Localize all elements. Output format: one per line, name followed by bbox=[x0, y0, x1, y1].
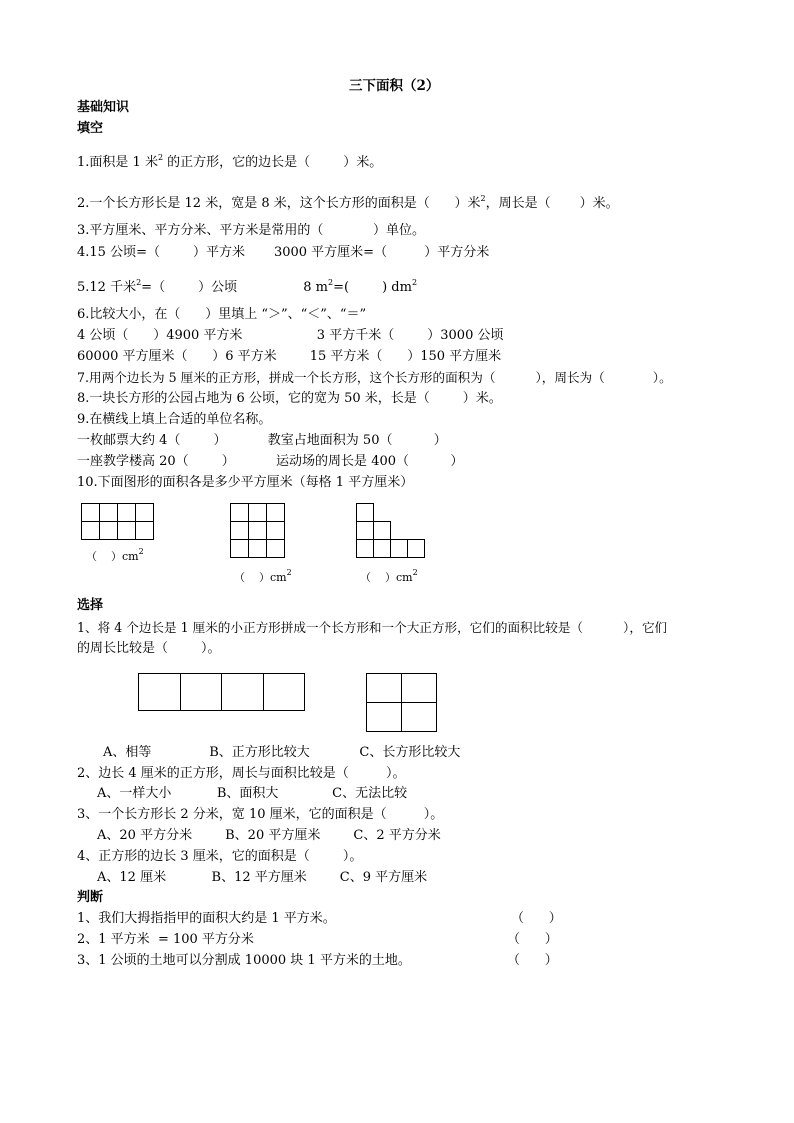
choice-3: 3、一个长方形长 2 分米，宽 10 厘米，它的面积是（ ）。 bbox=[77, 807, 444, 822]
question-7: 7.用两个边长为 5 厘米的正方形，拼成一个长方形，这个长方形的面积为（ ），周长为（ ）。 bbox=[77, 370, 672, 385]
q1-text-a: 1.面积是 1 米 bbox=[77, 155, 158, 170]
figure-a-superscript: 2 bbox=[138, 547, 144, 556]
section-judge-heading: 判断 bbox=[77, 890, 104, 905]
section-basics-heading: 基础知识 bbox=[77, 100, 130, 115]
question-8: 8.一块长方形的公园占地为 6 公顷，它的宽为 50 米，长是（ ）米。 bbox=[77, 391, 502, 406]
q5-text-c: =( ) dm bbox=[333, 280, 412, 295]
choice-1-line-1: 1、将 4 个边长是 1 厘米的小正方形拼成一个长方形和一个大正方形，它们的面积比较是（ ），它们 bbox=[77, 620, 668, 635]
q5-text-b: =（ ）公顷 8 m bbox=[141, 280, 328, 295]
figure-b-answer-text: （ ）cm bbox=[234, 571, 287, 584]
judge-3: 3、1 公顷的土地可以分割成 10000 块 1 平方米的土地。 bbox=[77, 953, 411, 968]
q2-text-a: 2.一个长方形长是 12 米，宽是 8 米，这个长方形的面积是（ ）米 bbox=[77, 196, 481, 211]
choice-4-options: A、12 厘米 B、12 平方厘米 C、9 平方厘米 bbox=[97, 870, 428, 885]
q5-superscript-2: 2 bbox=[327, 278, 334, 287]
question-10: 10.下面图形的面积各是多少平方厘米（每格 1 平方厘米） bbox=[77, 475, 414, 490]
question-6-row-2: 60000 平方厘米（ ）6 平方米 15 平方米（ ）150 平方厘米 bbox=[77, 349, 502, 364]
question-3: 3.平方厘米、平方分米、平方米是常用的（ ）单位。 bbox=[77, 223, 425, 238]
choice-1-line-2: 的周长比较是（ ）。 bbox=[77, 641, 221, 656]
judge-3-paren: （ ） bbox=[507, 953, 558, 968]
q5-superscript-3: 2 bbox=[411, 278, 418, 287]
q2-text-b: ，周长是（ ）米。 bbox=[485, 196, 619, 211]
question-6: 6.比较大小，在（ ）里填上 “＞”、“＜”、“＝” bbox=[77, 307, 367, 322]
choice-2-options: A、一样大小 B、面积大 C、无法比较 bbox=[97, 786, 408, 801]
section-fill-heading: 填空 bbox=[77, 121, 104, 136]
choice-2: 2、边长 4 厘米的正方形，周长与面积比较是（ ）。 bbox=[77, 766, 406, 781]
q5-text-a: 5.12 千米 bbox=[77, 280, 137, 295]
judge-2-paren: （ ） bbox=[507, 932, 558, 947]
judge-1-paren: （ ） bbox=[511, 911, 562, 926]
choice-1-rectangle-figure bbox=[138, 673, 305, 711]
q1-superscript: 2 bbox=[157, 153, 164, 162]
q1-text-b: 的正方形，它的边长是（ ）米。 bbox=[163, 155, 383, 170]
figure-c-answer-text: （ ）cm bbox=[360, 571, 413, 584]
question-9: 9.在横线上填上合适的单位名称。 bbox=[77, 412, 272, 427]
choice-3-options: A、20 平方分米 B、20 平方厘米 C、2 平方分米 bbox=[97, 828, 441, 843]
section-choice-heading: 选择 bbox=[77, 598, 104, 613]
figure-c-superscript: 2 bbox=[412, 568, 418, 577]
question-6-row-1: 4 公顷（ ）4900 平方米 3 平方千米（ ）3000 公顷 bbox=[77, 328, 504, 343]
judge-2: 2、1 平方米 = 100 平方分米 bbox=[77, 932, 254, 947]
figure-a-answer-text: （ ）cm bbox=[86, 550, 139, 563]
judge-1: 1、我们大拇指指甲的面积大约是 1 平方米。 bbox=[77, 911, 336, 926]
q2-superscript: 2 bbox=[480, 194, 486, 203]
q5-superscript: 2 bbox=[136, 278, 142, 287]
question-4: 4.15 公顷=（ ）平方米 3000 平方厘米=（ ）平方分米 bbox=[77, 245, 490, 260]
question-9-row-2: 一座教学楼高 20（ ） 运动场的周长是 400（ ） bbox=[77, 454, 464, 469]
question-9-row-1: 一枚邮票大约 4（ ） 教室占地面积为 50（ ） bbox=[77, 433, 447, 448]
choice-4: 4、正方形的边长 3 厘米，它的面积是（ ）。 bbox=[77, 849, 363, 864]
figure-b-superscript: 2 bbox=[286, 568, 292, 577]
choice-1-options: A、相等 B、正方形比较大 C、长方形比较大 bbox=[103, 745, 461, 760]
page-title: 三下面积（2） bbox=[349, 78, 440, 94]
choice-1-square-figure bbox=[366, 673, 437, 732]
figure-c-answer bbox=[360, 570, 418, 586]
